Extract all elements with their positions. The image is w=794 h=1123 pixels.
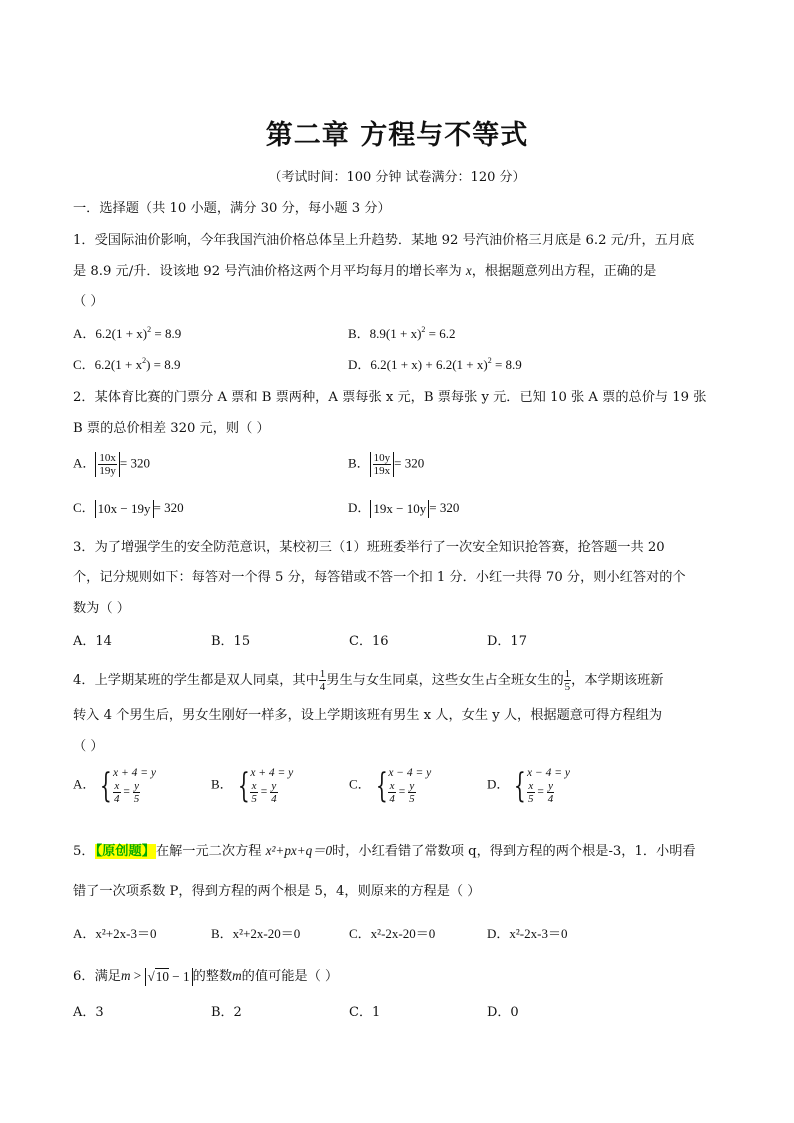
q4-b-n2: y [271,780,277,792]
q2-b-den: 19x [373,465,391,477]
q1-b-label: B． [348,326,370,341]
q1-c-rhs: ) = 8.9 [146,357,181,372]
q4-line1b: 男生与女生同桌，这些女生占全班女生的 [326,673,564,688]
q4-d-r1: x − 4 = y [527,767,571,779]
q6-option-c: C．1 [349,1005,381,1020]
q4-c-d1: 4 [389,793,395,805]
q4-line1c: ，本学期该班新 [571,673,664,688]
q4-d-n2: y [548,780,553,792]
q2-c-label: C． [73,500,95,515]
q3-option-d: D．17 [487,634,527,649]
q5-option-d: D．x²-2x-3＝0 [487,926,568,941]
q2-a-rhs: = 320 [119,455,150,471]
q4-d-d1: 5 [528,793,534,805]
q4-option-d [487,766,570,805]
q6-line-a: 6．满足 [73,969,121,984]
q4-option-c [349,766,431,805]
q4-line1a: 4．上学期某班的学生都是双人同桌，其中 [73,673,319,688]
q1-option-c [73,356,181,374]
q1-b-expr: 8.9(1 + x) [369,326,422,341]
q2-d-abs: 19x − 10y [370,500,429,518]
q1-line2 [73,262,656,281]
q1-d-rhs: = 8.9 [491,357,522,372]
q4-b-label: B． [211,776,233,792]
q1-a-expr: 6.2(1 + x) [95,326,148,341]
q6-radicand: 10 [155,968,169,984]
q2-c-abs: 10x − 19y [95,500,154,518]
q4-frac1-den: 4 [319,681,326,693]
q2-option-c [73,499,184,518]
q4-option-a [73,766,156,805]
q1-a-label: A． [73,326,96,341]
q1-var: x [465,263,472,278]
q6-option-d: D．0 [487,1005,519,1020]
q2-c-rhs: = 320 [153,500,184,515]
q1-b-rhs: = 6.2 [425,326,456,341]
q5-line1 [73,842,696,861]
q5-option-b: B．x²+2x-20＝0 [211,926,301,941]
section-heading: 一．选择题（共 10 小题，满分 30 分，每小题 3 分） [73,201,391,216]
q4-a-label: A． [73,776,96,792]
q2-b-label: B． [348,455,370,471]
q4-a-n1: x [114,780,120,792]
q4-d-brace: { [514,765,527,806]
q5-line2: 错了一次项系数 P，得到方程的两个根是 5，4，则原来的方程是（ ） [73,884,481,899]
q4-c-eq: = [398,786,406,799]
q1-a-sup: 2 [147,325,152,334]
q5-num: 5． [73,844,95,859]
q4-d-d2: 4 [547,793,554,805]
q2-d-label: D． [348,500,371,515]
q4-c-brace: { [375,765,388,806]
page-subtitle: （考试时间：100 分钟 试卷满分：120 分） [268,170,526,185]
q4-option-b [211,766,293,805]
q2-option-a [73,452,150,477]
q4-c-n1: x [389,780,395,792]
q5-line1a: 在解一元二次方程 [155,844,266,859]
q1-d-label: D． [348,357,371,372]
q2-option-b [348,452,424,477]
q1-option-d [348,356,522,374]
q4-frac1-num: 1 [319,668,326,680]
q6-m1: m [120,968,131,983]
q1-b-sup: 2 [421,325,426,334]
q2-line1: 2．某体育比赛的门票分 A 票和 B 票两种，A 票每张 x 元，B 票每张 y 元．已知 10 张 A 票的总价与 19 张 [73,390,707,405]
q1-c-expr: 6.2(1 + x [94,357,143,372]
q4-b-n1: x [251,780,257,792]
q2-d-rhs: = 320 [429,500,460,515]
q1-d-expr: 6.2(1 + x) + 6.2(1 + x) [370,357,488,372]
q4-d-label: D． [487,776,510,792]
q4-line2: 转入 4 个男生后，男女生刚好一样多，设上学期该班有男生 x 人，女生 y 人，根据题意可得方程组为 [73,708,663,723]
q1-line2a: 是 8.9 元/升．设该地 92 号汽油价格这两个月平均每月的增长率为 [73,264,466,279]
q4-c-label: C． [349,776,371,792]
q4-a-d2: 5 [133,793,140,805]
q4-d-eq: = [537,786,544,799]
q3-option-b: B．15 [211,634,251,649]
q2-line2: B 票的总价相差 320 元，则（ ） [73,421,270,436]
q6-option-b: B．2 [211,1005,242,1020]
q6-line-c: 的值可能是（ ） [241,969,339,984]
q1-option-a [73,325,181,343]
q4-a-n2: y [134,780,139,792]
q6-line [73,967,338,986]
q4-a-r1: x + 4 = y [113,767,157,779]
q6-option-a: A．3 [73,1005,104,1020]
q4-frac2-num: 1 [564,668,571,680]
q1-a-rhs: = 8.9 [151,326,182,341]
q4-b-d1: 5 [251,793,257,805]
q3-option-c: C．16 [349,634,389,649]
q4-b-r1: x + 4 = y [250,767,294,779]
q4-c-n2: y [409,780,415,792]
q4-b-eq: = [260,786,268,799]
q2-a-label: A． [73,455,96,471]
q4-c-d2: 5 [409,793,415,805]
q4-a-brace: { [100,765,113,806]
q5-equation: x²+px+q＝0 [265,843,333,858]
q4-c-r1: x − 4 = y [388,767,432,779]
q1-line2b: ，根据题意列出方程，正确的是 [471,264,657,279]
q6-minus: − 1 [168,968,190,984]
q1-d-sup: 2 [487,356,492,365]
q6-abs: √10 − 1 [145,968,193,986]
q6-gt: > [130,968,145,983]
q4-a-d1: 4 [114,793,120,805]
q4-b-brace: { [237,765,250,806]
q5-line1b: 时，小红看错了常数项 q，得到方程的两个根是-3，1．小明看 [332,844,696,859]
q2-option-d [348,499,459,518]
q4-paren: （ ） [73,739,104,754]
q1-c-sup: 2 [142,356,147,365]
q6-m2: m [232,968,242,983]
q1-option-b [348,325,456,343]
q4-b-d2: 4 [271,793,277,805]
q3-line2: 个，记分规则如下：每答对一个得 5 分，每答错或不答一个扣 1 分．小红一共得 70 分，则小红答对的个 [73,570,686,585]
q2-b-abs [370,452,395,477]
q2-b-rhs: = 320 [394,455,425,471]
q2-a-num: 10x [99,452,116,464]
q2-a-abs [95,452,120,477]
q1-line1: 1．受国际油价影响，今年我国汽油价格总体呈上升趋势．某地 92 号汽油价格三月底是 6.2 元/升，五月底 [73,233,695,248]
q6-line-b: 的整数 [192,969,233,984]
q4-d-n1: x [528,780,534,792]
q3-option-a: A．14 [73,634,112,649]
q1-c-label: C． [73,357,95,372]
q3-line1: 3．为了增强学生的安全防范意识，某校初三（1）班班委举行了一次安全知识抢答赛，抢答题一共 20 [73,540,665,555]
q2-a-den: 19y [99,465,116,477]
original-question-badge: 【原创题】 [95,844,155,859]
q1-paren: （ ） [73,294,104,309]
q4-line1 [73,668,663,694]
q4-frac2-den: 5 [564,681,571,693]
q2-b-num: 10y [373,452,391,464]
page-title: 第二章 方程与不等式 [265,120,529,151]
q5-option-c: C．x²-2x-20＝0 [349,926,436,941]
q3-line3: 数为（ ） [73,601,130,616]
q5-option-a: A．x²+2x-3＝0 [73,926,157,941]
q4-a-eq: = [123,786,130,799]
